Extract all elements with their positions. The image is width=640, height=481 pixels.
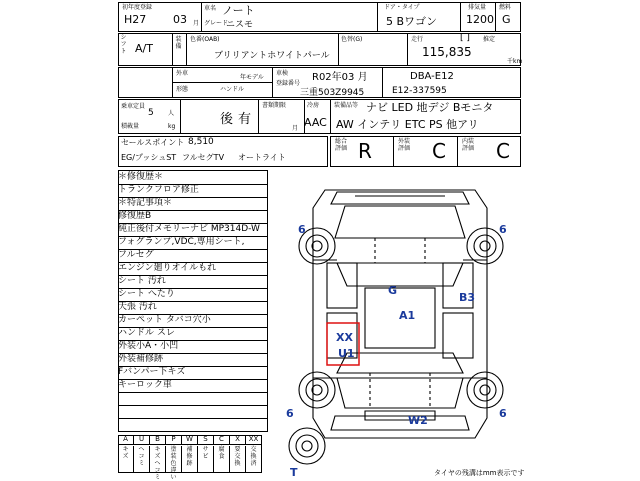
sales-point-label: セールスポイント (121, 138, 185, 147)
mark-front-right-tire: 6 (499, 223, 507, 236)
form-label: 形態 (176, 86, 189, 93)
spare-tire-icon (289, 428, 325, 464)
mileage-bracket: [ ] (460, 33, 470, 43)
aircon-label: 冷房 (307, 102, 320, 109)
grade-name: ニスモ (226, 20, 254, 30)
door-right: 有 (238, 112, 252, 127)
door-left: 後 (220, 112, 234, 127)
legend-meaning: サビ (198, 446, 214, 472)
riding-value: 5 (148, 108, 154, 118)
cc-label: 排気量 (468, 4, 487, 11)
mark-right-fender: B3 (459, 291, 476, 304)
interior-label: 内装評価 (461, 138, 474, 152)
fuel-value: G (502, 13, 511, 26)
docs-unit: 月 (292, 125, 299, 132)
legend-meaning: 塗装色違い (166, 446, 182, 472)
legend-meaning: 補修跡 (182, 446, 198, 472)
mileage-label: 走行 (411, 36, 424, 43)
month-label: 月 (193, 20, 200, 27)
grade-label: グレード (204, 20, 229, 27)
mark-front-left-tire: 6 (298, 223, 306, 236)
mark-left-door-bottom: U1 (338, 347, 355, 360)
notes-row: ハンドル スレ (118, 328, 175, 338)
riding-label: 乗車定員 (121, 103, 146, 110)
sales-item-2: フルセグTV (182, 153, 225, 162)
mark-hood: G (388, 284, 398, 297)
notes-row: Fバンパー下キズ (118, 367, 186, 377)
overall-grade: R (358, 139, 372, 163)
legend-meaning: 交換済 (246, 446, 262, 472)
legend-code: XX (246, 436, 262, 445)
reg-era: H27 (124, 13, 147, 26)
notes-row: シート へたり (118, 289, 175, 299)
riding-unit: 人 (168, 110, 175, 117)
mark-rear-left-tire: 6 (286, 407, 294, 420)
interior-grade: C (496, 139, 510, 163)
rear-right-tire-icon (467, 372, 503, 408)
aircon-value: AAC (304, 116, 327, 129)
handle-label: ハンドル (220, 86, 245, 93)
sales-item-1: EG/プッシュST (121, 153, 177, 162)
legend-code: B (150, 436, 166, 445)
doors-value: 5 Bワゴン (386, 15, 438, 28)
docs-label: 書類期限 (262, 102, 287, 109)
inspect-value: R02年03 月 (312, 72, 368, 83)
legend-meaning: ヘコミ (134, 446, 150, 472)
exterior-label: 外装評価 (397, 138, 410, 152)
equip-line-1: ナビ LED 地デジ Bモニタ (366, 101, 494, 114)
trunk-panel (337, 378, 463, 408)
notes-row: シート 汚れ (118, 276, 166, 286)
cargo-label: 積載量 (121, 123, 140, 130)
fuel-label: 燃料 (499, 4, 512, 11)
mileage-unit: 千km (507, 58, 523, 65)
mark-spare: T (290, 466, 298, 479)
legend-code: W (182, 436, 198, 445)
model-label: 車名 (204, 5, 217, 12)
hood-panel (335, 206, 465, 238)
color-label: 色番(OAB) (190, 36, 220, 43)
front-right-tire-icon (467, 228, 503, 264)
legend-code: P (166, 436, 182, 445)
legend-meaning: 要交換 (230, 446, 246, 472)
mileage-note: 推定 (483, 36, 496, 43)
overall-label: 総合評価 (334, 138, 347, 152)
front-bumper (331, 192, 469, 204)
legend-meaning: キズヘコミ (150, 446, 166, 472)
equip-label-4: 装備品等 (334, 102, 359, 109)
vin-value: E12-337595 (392, 86, 447, 96)
year-model-label: 年モデル (240, 74, 264, 81)
mark-rear-right-tire: 6 (499, 407, 507, 420)
legend-code: C (214, 436, 230, 445)
shift-label: シフト (120, 34, 127, 55)
outer-label: 外車 (176, 70, 189, 77)
reg-number-label: 登録番号 (276, 80, 301, 87)
inspect-label: 車検 (276, 70, 289, 77)
notes-row: 外装補修跡 (118, 354, 164, 364)
notes-row: 外装小A・小凹 (118, 341, 179, 351)
equip-label-2: 装備 (175, 36, 182, 50)
legend-code: S (198, 436, 214, 445)
notes-row: トランクフロア修正 (118, 185, 199, 195)
doors-label: ドア・タイプ (384, 4, 420, 11)
mark-roof: A1 (399, 309, 416, 322)
mark-rear-bumper: W2 (408, 414, 428, 427)
sales-point-number: 8,510 (188, 137, 214, 147)
notes-row: フルセグ (118, 250, 154, 260)
shift-value: A/T (135, 42, 153, 55)
mark-left-door-top: XX (336, 331, 353, 344)
tire-note: タイヤの残溝はmm表示です (434, 469, 525, 477)
legend-code: U (134, 436, 150, 445)
reg-month: 03 (173, 13, 187, 26)
plate-value: 三重503Z9945 (300, 88, 365, 98)
model-name: ノート (222, 4, 255, 17)
right-rear-door (443, 313, 473, 358)
rear-window (337, 353, 463, 373)
notes-row: エンジン廻りオイルもれ (118, 263, 217, 273)
windshield (337, 263, 463, 286)
rear-left-tire-icon (299, 372, 335, 408)
mileage-value: 115,835 (422, 45, 472, 59)
first-reg-label: 初年度登録 (122, 4, 153, 11)
sales-item-3: オートライト (238, 153, 286, 162)
legend-meaning: キズ (118, 446, 134, 472)
notes-row: ＊修復歴＊ (118, 172, 164, 182)
notes-row: 天張 汚れ (118, 302, 157, 312)
color-value: ブリリアントホワイトパール (214, 51, 330, 61)
cargo-unit: kg (168, 123, 176, 130)
notes-row: 純正後付メモリーナビ MP314D-W (118, 224, 260, 234)
rear-bumper (331, 416, 469, 430)
legend-code: X (230, 436, 246, 445)
notes-row: カーペット タバコ穴小 (118, 315, 211, 325)
notes-row: キーロック車 (118, 380, 172, 390)
legend-meaning: 腐食 (214, 446, 230, 472)
exterior-grade: C (432, 139, 446, 163)
notes-row: フォグランプ,VDC,専用シート, (118, 237, 245, 247)
legend-code: A (118, 436, 134, 445)
equip-line-2: AW インテリ ETC PS 他アリ (336, 118, 479, 131)
color-change-label: 色替(G) (341, 36, 363, 43)
notes-row: 修復歴B (118, 211, 152, 221)
cc-value: 1200 (466, 13, 494, 26)
chassis-value: DBA-E12 (410, 71, 454, 82)
notes-row: ＊特記事項＊ (118, 198, 173, 208)
